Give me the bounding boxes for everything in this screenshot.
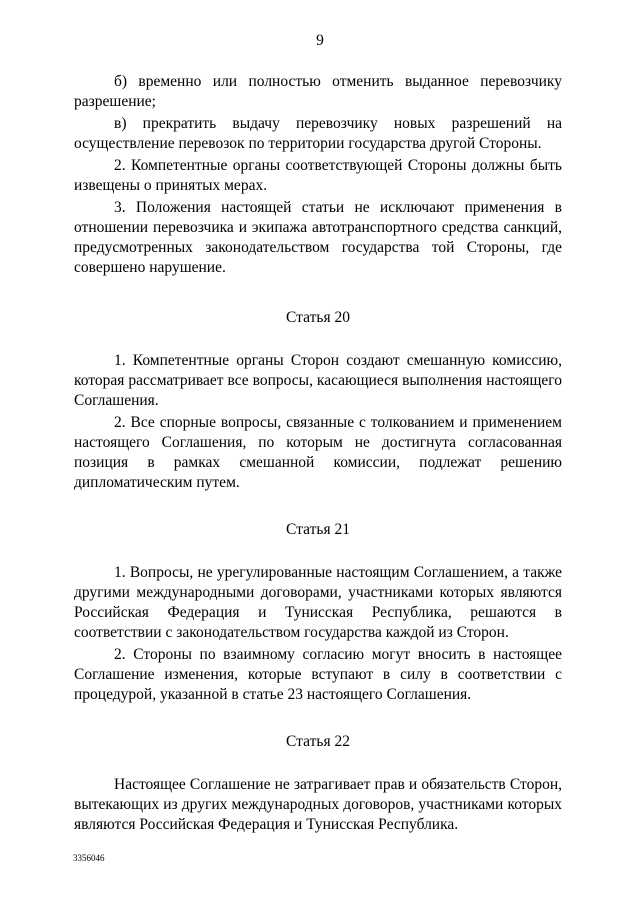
paragraph-3: 3. Положения настоящей статьи не исключают применения в отношении перевозчика и экипажа автотранспортного средства санкций, предусмотренных законодательством государства той Стороны, где совершено нарушение. — [74, 199, 562, 276]
paragraph-b: б) временно или полностью отменить выданное перевозчику разрешение; — [74, 73, 562, 110]
paragraph-v: в) прекратить выдачу перевозчику новых разрешений на осуществление перевозок по территории государства другой Стороны. — [74, 115, 562, 152]
article-22-title: Статья 22 — [286, 733, 350, 750]
article-21-title: Статья 21 — [286, 521, 350, 538]
document-body — [74, 72, 562, 835]
paragraph-2: 2. Компетентные органы соответствующей Стороны должны быть извещены о принятых мерах. — [74, 157, 562, 194]
article-21-paragraph-1: 1. Вопросы, не урегулированные настоящим Соглашением, а также другими международными договорами, участниками которых являются Российская Федерация и Тунисская Республика, решаются в соответствии с законодательством государства каждой из Сторон. — [74, 564, 562, 641]
article-21-paragraph-2: 2. Стороны по взаимному согласию могут вносить в настоящее Соглашение изменения, которые вступают в силу в соответствии с процедурой, указанной в статье 23 настоящего Соглашения. — [74, 646, 562, 703]
article-22-paragraph-1: Настоящее Соглашение не затрагивает прав и обязательств Сторон, вытекающих из других международных договоров, участниками которых являются Российская Федерация и Тунисская Республика. — [74, 776, 562, 833]
article-20-paragraph-1: 1. Компетентные органы Сторон создают смешанную комиссию, которая рассматривает все вопросы, касающиеся выполнения настоящего Соглашения. — [74, 352, 562, 409]
page-number: 9 — [316, 32, 324, 49]
document-code: 3356046 — [73, 853, 105, 863]
article-20-paragraph-2: 2. Все спорные вопросы, связанные с толкованием и применением настоящего Соглашения, по которым не достигнута согласованная позиция в рамках смешанной комиссии, подлежат решению дипломатическим путем. — [74, 414, 562, 491]
article-20-title: Статья 20 — [286, 309, 350, 326]
